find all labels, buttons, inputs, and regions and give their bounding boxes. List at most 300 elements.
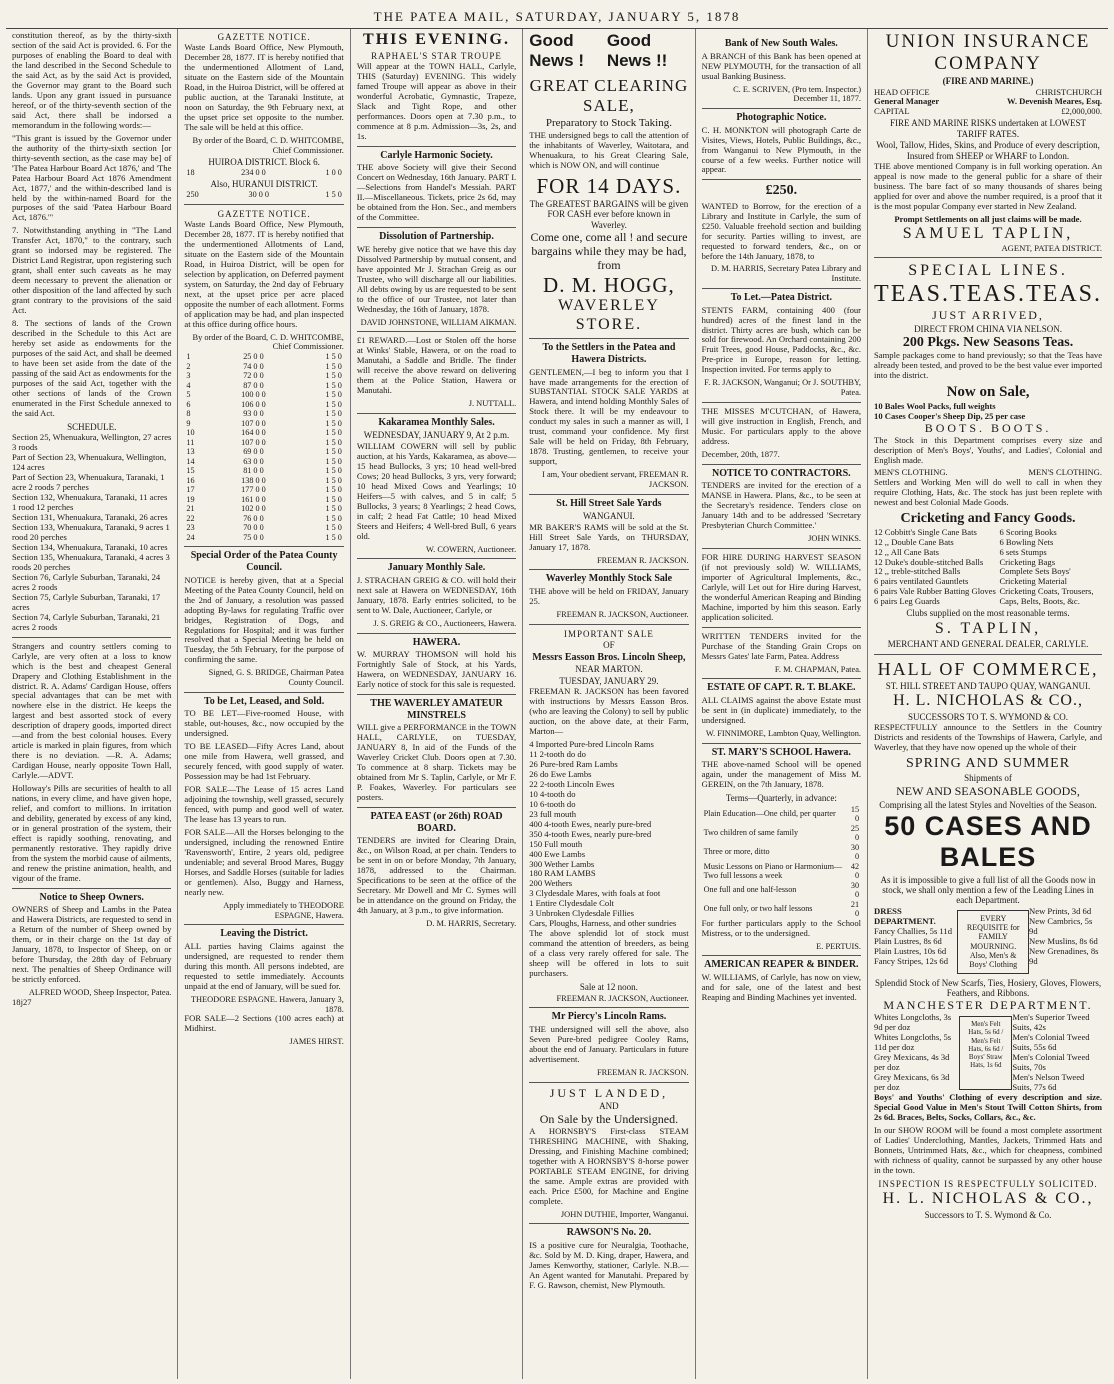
list-item: 6 pairs Leg Guards bbox=[874, 596, 940, 607]
list-item: 1 Entire Clydesdale Colt bbox=[529, 898, 614, 909]
teas-word: TEAS. bbox=[874, 281, 951, 308]
estate-body: ALL CLAIMS against the above Estate must be sent in (in duplicate) immediately, to the undersigned. bbox=[701, 694, 862, 725]
cell: 1 5 0 bbox=[325, 418, 342, 428]
cell: One full only, or two half lessons bbox=[703, 904, 813, 914]
list-item: 11 2-tooth do do bbox=[529, 748, 586, 759]
list-item: 12 Duke's double-stitched Balls bbox=[874, 556, 984, 567]
cell: 10 bbox=[186, 428, 195, 438]
gazette-notice-1-signature: By order of the Board, C. D. WHITCOMBE, Chief Commissioner. bbox=[192, 136, 344, 155]
list-item: Men's Superior Tweed Suits, 42s bbox=[1012, 1012, 1090, 1033]
capital-row bbox=[874, 107, 1102, 117]
kakaramea-signature: W. COWERN, Auctioneer. bbox=[426, 544, 517, 554]
manchester-title: MANCHESTER DEPARTMENT. bbox=[883, 998, 1093, 1013]
list-item: 6 pairs ventilated Gauntlets bbox=[874, 576, 969, 587]
list-item: 6 Scoring Books bbox=[999, 526, 1057, 537]
kakaramea-date: WEDNESDAY, JANUARY 9, At 2 p.m. bbox=[363, 430, 510, 441]
cell: 23 bbox=[186, 523, 195, 533]
table-row bbox=[184, 514, 343, 524]
photo-notice-title: Photographic Notice. bbox=[702, 108, 861, 124]
cell: 1 5 0 bbox=[325, 390, 342, 400]
cell: 81 0 0 bbox=[243, 466, 264, 476]
cell: 1 5 0 bbox=[325, 456, 342, 466]
waverley-sale-title: Waverley Monthly Stock Sale bbox=[529, 569, 688, 585]
piercy-signature: FREEMAN R. JACKSON. bbox=[596, 1067, 689, 1077]
easson-bros: Messrs Easson Bros. Lincoln Sheep, bbox=[532, 651, 686, 663]
boots-body: The Stock in this Department comprises every size and description of Men's Boys', Youths', and Ladies', Colonial and English made. bbox=[874, 434, 1103, 465]
important-sale-date: TUESDAY, JANUARY 29. bbox=[559, 675, 659, 686]
act-paragraph-3: 7. Notwithstanding anything in "The Land Transfer Act, 1870," to the contrary, such grant so indorsed may be registered. The District Land Registrar, upon registering such grant, shall enter such caveats as he may deem necessary to prevent the alienation or other disposition of the land affected by such grant contrary to the provisions of the said Act. bbox=[12, 225, 172, 316]
cell: 70 0 0 bbox=[243, 523, 264, 533]
list-item: New Cambrics, 5s 9d bbox=[1029, 915, 1093, 936]
divider bbox=[702, 402, 861, 403]
columns bbox=[6, 29, 1108, 1379]
show-room: In our SHOW ROOM will be found a most complete assortment of Ladies' Underclothing, Mantles, Jackets, Trimmed Hats and Bonnets, Untrimmed Hats, &c., which for cheapness, combined with richness of quality, cannot be surpassed by any other house in the town. bbox=[874, 1124, 1103, 1175]
table-row bbox=[184, 409, 343, 419]
just-landed-and: AND bbox=[599, 1101, 619, 1112]
sheep-dip: 10 Cases Cooper's Sheep Dip, 25 per case bbox=[874, 410, 1026, 421]
clubs-supplied: Clubs supplied on the most reasonable terms. bbox=[906, 608, 1070, 619]
special-lines: SPECIAL LINES. bbox=[908, 262, 1068, 280]
act-paragraph-2: "This grant is issued by the Governor under the authority of the thirty-sixth section [or thirty-seventh section, as the case may be] of 'The Patea Harbour Board Act 1876,' and 'The Patea Harbour Board Act 1876 Amendment Act, 1877,' and the within-described land is held by the within-named Board for the purposes of the said 'Patea Harbour Board Act, 1876.'" bbox=[12, 132, 172, 223]
sections-signature: JAMES HIRST. bbox=[289, 1037, 344, 1047]
cell: 1 5 0 bbox=[325, 428, 342, 438]
list-item: Cricketing Coats, Trousers, Caps, Belts, Boots, &c. bbox=[999, 586, 1094, 607]
schedule-title: SCHEDULE. bbox=[67, 421, 117, 432]
cell: 5 bbox=[186, 390, 191, 400]
cardigan-house-notice: Strangers and country settlers coming to Carlyle, are very often at a loss to know which is the best and cheapest General Drapery and Clothing Establishment in the district. R. A. Adams' Cardigan House, offers special advantages that can be met with nowhere else in the district. He keeps the largest and best assorted stock of every description of drapery goods, imported direct—and from the best colonial houses. Every article is marked in plain figures, from which there is no deviation. —R. A. Adams; Cardigan House, nearly opposite Town Hall, Carlyle.—ADVT. bbox=[12, 640, 172, 781]
sections-for-sale: FOR SALE—2 Sections (100 acres each) at Midhirst. bbox=[184, 1013, 344, 1034]
cricket-left-list bbox=[874, 528, 996, 608]
for-sale-horses: FOR SALE—All the Horses belonging to the undersigned, including the renowned Entire 'Ravensworth', Entire, 2 years old, pedigree undeniable; and several Brood Mares, Buggy Horses, and Saddle Horses (suitable for ladies or gentlemen). Also, Buggy and Harness, nearly new. bbox=[184, 827, 344, 897]
schedule-item: Section 76, Carlyle Suburban, Taranaki, 24 acres 2 roods bbox=[12, 571, 161, 592]
s-taplin: S. TAPLIN, bbox=[934, 619, 1042, 637]
clearing-sale-body: THE undersigned begs to call the attention of the inhabitants of Waverley, Waitotara, and Whenuakura, to his Great Clearing Sale, which is NOW ON, and will continue bbox=[529, 129, 689, 170]
cell: 69 0 0 bbox=[243, 447, 264, 457]
farm-signature: F. R. JACKSON, Wanganui; Or J. SOUTHBY, Patea. bbox=[704, 378, 862, 398]
settlers-signature: I am, Your obedient servant, FREEMAN R. JACKSON. bbox=[542, 470, 689, 489]
hall-of-commerce: HALL OF COMMERCE, bbox=[877, 658, 1099, 679]
cell: 1 5 0 bbox=[325, 475, 342, 485]
st-hill-title: St. Hill Street Sale Yards bbox=[529, 494, 688, 510]
troupe-name: RAPHAEL'S STAR TROUPE bbox=[371, 50, 502, 61]
list-item: New Grenadines, 8s 9d bbox=[1029, 945, 1099, 966]
list-item: 3 Clydesdale Mares, with foals at foot bbox=[529, 888, 661, 899]
divider bbox=[874, 654, 1102, 655]
list-item: Whites Longcloths, 3s 9d per doz bbox=[874, 1012, 952, 1033]
boots-heading: BOOTS. BOOTS. bbox=[924, 420, 1052, 435]
huranui-heading: Also, HURANUI DISTRICT. bbox=[210, 178, 318, 189]
misses-mcutchan: THE MISSES M'CUTCHAN, of Hawera, will give instruction in English, French, and Music. For particulars apply to the above address. bbox=[701, 405, 862, 446]
dress-department-block bbox=[874, 907, 1102, 977]
hogg-name: D. M. HOGG, bbox=[543, 272, 675, 297]
cell: 164 0 0 bbox=[241, 428, 266, 438]
cell: £2,000,000. bbox=[1061, 106, 1103, 117]
kakaramea-title: Kakaramea Monthly Sales. bbox=[357, 413, 516, 429]
loan-body: WANTED to Borrow, for the erection of a Library and Institute in Carlyle, the sum of £250. Valuable freehold section and building for security. Parties willing to invest, are requested to forward tenders, &c., on or before the 14th January, 1878, to bbox=[701, 200, 862, 261]
near-marton: NEAR MARTON. bbox=[575, 664, 643, 675]
act-paragraph-4: 8. The sections of lands of the Crown described in the Schedule to this Act are hereby set aside as endowments for the purposes of the said Act, and shall be deemed to have been set aside from the date of the passing of the said Act as endowments for the purposes of the said Act, together with the other sections of lands of the Crown enumerated in the First Schedule annexed to the said Act. bbox=[12, 318, 172, 418]
divider bbox=[702, 548, 861, 549]
cell: 102 0 0 bbox=[241, 504, 266, 514]
wool-packs: 10 Bales Wool Packs, full weights bbox=[874, 400, 996, 411]
seasonable-goods: NEW AND SEASONABLE GOODS, bbox=[896, 783, 1080, 798]
cell: 1 5 0 bbox=[325, 380, 342, 390]
important-sale-of: OF bbox=[603, 640, 615, 651]
table-row bbox=[184, 457, 343, 467]
cell: 1 bbox=[186, 352, 191, 362]
schedule-list bbox=[12, 433, 171, 632]
table-row bbox=[184, 390, 343, 400]
farm-body: STENTS FARM, containing 400 (four hundred) acres of the finest land in the district. Thirty acres are bush, which can be sold for firewood. An Orchard containing 200 Fruit Trees, good House, Paddocks, &c., &c. Pre-price in Europe, reason for letting. Inspection invited. For terms apply to bbox=[701, 304, 862, 375]
nicholas-body: RESPECTFULLY announce to the Settlers in the Country Districts and residents of the Townships of Hawera, Carlyle, and Waverley, that they have now opened up the whole of their bbox=[874, 722, 1103, 752]
cell: 106 0 0 bbox=[241, 399, 266, 409]
important-sale-time: Sale at 12 noon. bbox=[579, 982, 638, 993]
st-hill-place: WANGANUI. bbox=[583, 511, 635, 522]
agent-patea: AGENT, PATEA DISTRICT. bbox=[1001, 242, 1103, 253]
shipments-of: Shipments of bbox=[964, 773, 1012, 784]
this-evening-body: Will appear at the TOWN HALL, Carlyle, THIS (Saturday) EVENING. This widely famed Troupe will appear as above in their wonderful Acrobatic, Gymnastic, Trapeze, Slack and Tight Rope, and other performances. Doors open at 7.30 p.m., to commence at 8 p.m. Admission—3s, 2s, and 1s. bbox=[356, 60, 517, 141]
cell: 1 5 0 bbox=[325, 523, 342, 533]
cell: 4 bbox=[186, 380, 191, 390]
direct-from-china: DIRECT FROM CHINA VIA NELSON. bbox=[914, 323, 1062, 334]
table-row bbox=[184, 381, 343, 391]
schedule-item: Section 134, Whenuakura, Taranaki, 10 acres bbox=[12, 541, 168, 552]
photo-notice-body: C. H. MONKTON will photograph Carte de Visites, Views, Hotels, Public Buildings, &c., from Wanganui to New Plymouth, in the course of a few weeks. Further notice will appear. bbox=[701, 124, 862, 175]
cell: 74 0 0 bbox=[243, 361, 264, 371]
nicholas-co-footer: H. L. NICHOLAS & CO., bbox=[882, 1190, 1094, 1208]
table-row bbox=[184, 371, 343, 381]
list-item: Fancy Stripes, 12s 6d bbox=[874, 955, 949, 966]
mens-clothing-body: Settlers and Working Men will do well to call in when they require Clothing, Hats, &c. The stock has just been replete with newest and best Colonial Made Goods. bbox=[874, 477, 1103, 508]
wool-insured: Wool, Tallow, Hides, Skins, and Produce of every description, Insured from SHEEP or WHARF to London. bbox=[876, 140, 1100, 161]
contractors-signature: JOHN WINKS. bbox=[808, 534, 862, 544]
now-on-sale: Now on Sale, bbox=[946, 384, 1030, 401]
reward-signature: J. NUTTALL. bbox=[468, 399, 517, 409]
cell: 1 5 0 bbox=[325, 532, 342, 542]
tea-body: Sample packages come to hand previously; so that the Teas have already been tested, and proved to be the best value ever imported into the district. bbox=[874, 350, 1103, 381]
january-sale-body: J. STRACHAN GREIG & CO. will hold their next sale at Hawera on WEDNESDAY, 16th January, 1878. Early entries solicited, to be sent to W. Dale, Auctioneer, Carlyle, or bbox=[356, 574, 517, 615]
column-3 bbox=[351, 29, 523, 1379]
gazette-notice-1-title: GAZETTE NOTICE. bbox=[217, 32, 311, 42]
cell: 22 bbox=[186, 513, 195, 523]
table-row bbox=[184, 447, 343, 457]
cell: HEAD OFFICE bbox=[874, 86, 930, 97]
successors: SUCCESSORS TO T. S. WYMOND & CO. bbox=[908, 711, 1069, 722]
list-item: 400 4-tooth Ewes, nearly pure-bred bbox=[529, 818, 652, 829]
estate-title: ESTATE OF CAPT. R. T. BLAKE. bbox=[702, 678, 861, 694]
cell: Plain Education—One child, per quarter bbox=[703, 809, 836, 819]
loan-title: £250. bbox=[702, 179, 861, 199]
waverley-sale-body: THE above will be held on FRIDAY, January 25. bbox=[529, 586, 689, 606]
boys-clothing: Boys' and Youths' Clothing of every description and size. Special Good Value in Men's Stout Twill Cotton Shirts, from 2s 6d. Braces, Belts, Socks, Collars, &c., &c. bbox=[874, 1092, 1103, 1122]
important-sale-body: FREEMAN R. JACKSON has been favored with instructions by Messrs Easson Bros. (who are leaving the Colony) to sell by public auction, on the above date, at their Farm, Marton— bbox=[529, 686, 689, 736]
cell: 1 5 0 bbox=[325, 513, 342, 523]
divider bbox=[184, 204, 343, 205]
cell: MEN'S CLOTHING. bbox=[1028, 467, 1103, 478]
table-row bbox=[184, 504, 343, 514]
prompt-settlements: Prompt Settlements on all just claims will be made. bbox=[894, 214, 1082, 224]
cricket-lists bbox=[874, 528, 1102, 608]
successors-footer: Successors to T. S. Wymond & Co. bbox=[924, 1209, 1052, 1220]
schedule-item: Part of Section 23, Whenuakura, Taranaki, 1 acre 2 roods 7 perches bbox=[12, 472, 165, 493]
list-item: Whites Longcloths, 5s 11d per doz bbox=[874, 1032, 952, 1053]
masthead: THE PATEA MAIL, SATURDAY, JANUARY 5, 1878 bbox=[6, 6, 1108, 29]
allotments-table bbox=[184, 352, 343, 542]
road-board-title: PATEA EAST (or 26th) ROAD BOARD. bbox=[357, 807, 516, 834]
cell: 6 bbox=[186, 399, 191, 409]
cell: CAPITAL bbox=[874, 106, 910, 117]
cell: CHRISTCHURCH bbox=[1035, 86, 1103, 97]
list-item: 6 sets Stumps bbox=[999, 546, 1047, 557]
school-note: For further particulars apply to the School Mistress, or to the undersigned. bbox=[701, 917, 862, 938]
cell: 76 0 0 bbox=[243, 513, 264, 523]
list-item: Grey Mexicans, 4s 3d per doz bbox=[874, 1052, 950, 1073]
threshing-machine-body: A HORNSBY'S First-class STEAM THRESHING MACHINE, with Shaking, Dressing, and Finishing Machine combined; together with A HORNSBY'S 8-horse power PORTABLE STEAM ENGINE, for driving the same. Ample extras are provided with each. Price £500, for Machine and Engine complete. bbox=[529, 1125, 689, 1206]
list-item: 4 Imported Pure-bred Lincoln Rams bbox=[529, 738, 654, 749]
cell: 14 bbox=[186, 456, 195, 466]
to-lease-land: TO BE LEASED—Fifty Acres Land, about one mile from Hawera, well grassed, and securely fenced, with good supply of water. Possession may be had 1st February. bbox=[184, 741, 344, 782]
divider bbox=[702, 627, 861, 628]
come-one: Come one, come all ! and secure bargains while they may be had, from bbox=[530, 230, 688, 272]
cell: 1 5 0 bbox=[325, 371, 342, 381]
cell: 234 0 0 bbox=[241, 168, 266, 178]
hawera-title: HAWERA. bbox=[357, 633, 516, 649]
schedule-item: Section 74, Carlyle Suburban, Taranaki, 21 acres 2 roods bbox=[12, 611, 161, 632]
table-row bbox=[702, 824, 861, 843]
divider bbox=[874, 257, 1102, 258]
gazette-notice-2-title: GAZETTE NOTICE. bbox=[217, 208, 311, 219]
farm-title: To Let.—Patea District. bbox=[702, 288, 861, 304]
cell: 1 5 0 bbox=[325, 352, 342, 362]
list-item: Complete Sets Boys' Cricketing Material bbox=[999, 566, 1071, 587]
school-title: ST. MARY'S SCHOOL Hawera. bbox=[702, 743, 861, 759]
clearing-sale-subtitle: Preparatory to Stock Taking. bbox=[545, 116, 672, 129]
divider bbox=[529, 1082, 688, 1083]
divider bbox=[357, 331, 516, 332]
list-item: Men's Nelson Tweed Suits, 77s 6d bbox=[1012, 1072, 1085, 1093]
cricketing-heading: Cricketing and Fancy Goods. bbox=[900, 511, 1076, 527]
cell: 3 bbox=[186, 371, 191, 381]
act-paragraph-1: constitution thereof, as by the thirty-sixth section of the said Act is provided. 6. For the purposes of enabling the Board to deal with the land described in the Second Schedule to the said Act, as by the said Act is provided, the Governor may grant to the Board such lands. Upon any grant issued in pursuance hereof, or of the thirty-seventh section of the said Act, there shall be indorsed a memorandum in the following words:— bbox=[12, 30, 172, 130]
table-row bbox=[702, 843, 861, 862]
reaper-body: W. WILLIAMS, of Carlyle, has now on view, and for sale, one of the latest and best Reaping and Binding Machines yet invented. bbox=[701, 971, 862, 1002]
road-board-signature: D. M. HARRIS, Secretary. bbox=[426, 918, 517, 928]
cell: 1 5 0 bbox=[325, 485, 342, 495]
loan-signature: D. M. HARRIS, Secretary Patea Library and Institute. bbox=[711, 264, 862, 284]
rawson-body: IS a positive cure for Neuralgia, Toothache, &c. Sold by M. D. King, draper, Hawera, and James Kenworthy, stationer, Carlyle. N.B.—An Agent wanted for Manutahi. Prepared by F. G. Rawson, chemist, New Plymouth. bbox=[529, 1239, 689, 1290]
list-item: 6 pairs Vale Rubber Batting Gloves bbox=[874, 586, 996, 597]
manchester-right bbox=[1012, 1013, 1102, 1093]
cell: 8 bbox=[186, 409, 191, 419]
cell: 9 bbox=[186, 418, 191, 428]
fire-marine: FIRE AND MARINE RISKS undertaken at LOWEST TARIFF RATES. bbox=[890, 118, 1087, 139]
cell: 161 0 0 bbox=[241, 494, 266, 504]
dress-title: DRESS DEPARTMENT. bbox=[874, 905, 936, 926]
gazette-notice-1-body: Waste Lands Board Office, New Plymouth, December 28, 1877. IT is hereby notified that the undermentioned Allotment of Land, situate on the Eastern side of the Mountain Road, in the Huiroa District, will be offered at public auction, at the Taranaki Institute, at noon on Saturday, the 9th February next, at the upset price set opposite to the number. The sale will be held at this office. bbox=[184, 42, 344, 133]
schedule-item: Section 132, Whenuakura, Taranaki, 11 acres 1 rood 12 perches bbox=[12, 492, 168, 513]
cell: 1 5 0 bbox=[325, 399, 342, 409]
list-item: 12 Cobbitt's Single Cane Bats bbox=[874, 526, 977, 537]
school-signature: E. PERTUIS. bbox=[816, 941, 862, 951]
list-item: New Prints, 3d 6d bbox=[1029, 905, 1092, 916]
january-sale-signature: J. S. GREIG & CO., Auctioneers, Hawera. bbox=[373, 618, 517, 628]
gazette-notice-2-body: Waste Lands Board Office, New Plymouth, December 28, 1877. IT is hereby notified that the undermentioned Allotments of Land, situate on the Eastern side of the Mountain Road, in Huiroa District, will be open for selection by application, on Deferred payment system, on Saturday, the 2nd day of February next, at the upset price per acre placed opposite the number of each allotment. Forms of application may be had, and plan inspected at this office during office hours. bbox=[184, 219, 344, 329]
list-item: 12 ,, All Cane Bats bbox=[874, 546, 939, 557]
minstrels-body: WILL give a PERFORMANCE in the TOWN HALL, CARLYLE, on TUESDAY, JANUARY 8, In aid of the Funds of the Waverley Cricket Club. Doors open at 7.30. To commence at 8 sharp. Tickets may be obtained from Mr S. Taplin, Carlyle, or Mr F. P. Foakes, Waverley. For particulars see posters. bbox=[356, 722, 517, 802]
cell: 30 0 0 bbox=[248, 190, 269, 200]
table-row bbox=[184, 476, 343, 486]
holloway-notice: Holloway's Pills are securities of health to all nations, in every clime, and have given hope, relief, and comfort to millions. In irritation and debility, generated by excess of any kind, or in general prostration of the system, their effect is rapidly soothing, renovating, and permanently restorative. They rapidly drive from the system the morbid cause of ailments, and renew the pristine animation, health, and vigour of the frame. bbox=[12, 783, 172, 883]
cell: 11 bbox=[186, 437, 195, 447]
cell: 21 bbox=[186, 504, 195, 514]
kakaramea-body: WILLIAM COWERN will sell by public auction, at his Yards, Kakaramea, as above—15 head Bullocks, 3 yrs; 10 head well-bred Cows; 20 head Bullocks, 3 yrs, very forward; 10 head Mixed Cows and Yearlings; 10 Heifers—5 with calves, and 5 in calf; 5 Bullocks, 3 years; 8 Yearlings; 2 head Cows, in calf; 2 head Fat Cattle; 10 head Mixed Steers and Heifers; 4 Well-bred Bull, 6 years old. bbox=[356, 440, 517, 541]
estate-signature: W. FINNIMORE, Lambton Quay, Wellington. bbox=[705, 728, 862, 738]
divider bbox=[12, 637, 171, 638]
road-board-body: TENDERS are invited for Clearing Drain, &c., on Wilson Road, at per chain. Tenders to be sent in on or before Monday, 7th January, 1878, addressed to the Chairman. Specifications to be seen at the office of the Secretary. Mr Dowell and Mr C. Symes will be in attendance on the ground on Friday, the 4th January, at 3 p.m., to give information. bbox=[356, 835, 517, 915]
cell: 2 bbox=[186, 361, 191, 371]
cell: 1 5 0 bbox=[325, 437, 342, 447]
this-evening-title: THIS EVENING. bbox=[363, 31, 510, 48]
dissolution-signature: DAVID JOHNSTONE, WILLIAM AIKMAN. bbox=[360, 317, 517, 327]
union-insurance-title: UNION INSURANCE COMPANY bbox=[885, 31, 1091, 75]
scarfs-ties: Splendid Stock of New Scarfs, Ties, Hosiery, Gloves, Flowers, Feathers, and Ribbons. bbox=[874, 977, 1102, 998]
contractors-body: TENDERS are invited for the erection of a MANSE in Hawera. Plans, &c., to be seen at the Secretary's residence. Tenders close on January 14th and to be addressed 'Secretary Presbyterian Church Committee.' bbox=[701, 480, 862, 531]
on-sale-undersigned: On Sale by the Undersigned. bbox=[539, 1111, 679, 1126]
list-item: Cricketing Bags bbox=[999, 556, 1056, 567]
list-item: 6 Bowling Nets bbox=[999, 536, 1054, 547]
schedule-item: Part of Section 23, Whenuakura, Wellington, 124 acres bbox=[12, 452, 167, 473]
to-let-title: To be Let, Leased, and Sold. bbox=[184, 692, 343, 708]
cell: 177 0 0 bbox=[241, 485, 266, 495]
schedule-item: Section 75, Carlyle Suburban, Taranaki, 17 acres bbox=[12, 591, 161, 612]
cell: MEN'S CLOTHING. bbox=[874, 467, 948, 478]
table-row bbox=[184, 523, 343, 533]
st-hill-signature: FREEMAN R. JACKSON. bbox=[596, 555, 689, 565]
leaving-district-title: Leaving the District. bbox=[184, 924, 343, 940]
good-news-banner bbox=[529, 31, 688, 70]
ad-reference: 18j27 bbox=[12, 996, 32, 1007]
for-sale-lease: FOR SALE—The Lease of 15 acres Land adjoining the township, well grassed, securely fenced, with pump and good well of water. The lease has 13 years to run. bbox=[184, 784, 344, 825]
cell: 30 0 bbox=[850, 842, 860, 862]
leaving-district-signature: THEODORE ESPAGNE. Hawera, January 3, 1878. bbox=[190, 994, 344, 1014]
bank-title: Bank of New South Wales. bbox=[724, 38, 838, 49]
cell: 25 0 0 bbox=[243, 352, 264, 362]
waverley-sale-signature: FREEMAN R. JACKSON, Auctioneer. bbox=[556, 609, 689, 619]
piercy-body: THE undersigned will sell the above, also Seven Pure-bred pedigree Cooley Rams, about the end of January. Particulars in future advertisement. bbox=[529, 1023, 689, 1064]
list-item: Men's Colonial Tweed Suits, 55s 6d bbox=[1012, 1032, 1090, 1053]
table-row bbox=[702, 900, 861, 919]
cell: 107 0 0 bbox=[241, 418, 266, 428]
greatest-bargains: The GREATEST BARGAINS will be given FOR CASH ever before known in Waverley. bbox=[529, 198, 689, 230]
grain-tenders: WRITTEN TENDERS invited for the Purchase of the Standing Grain Crops on Messrs Gates' late Farm, Patea. Address bbox=[701, 630, 862, 661]
mourning-box: EVERY REQUISITE for FAMILY MOURNING. Also, Men's & Boys' Clothing bbox=[957, 910, 1029, 974]
list-item: 22 2-tooth Lincoln Ewes bbox=[529, 778, 615, 789]
threshing-signature: JOHN DUTHIE, Importer, Wanganui. bbox=[560, 1209, 689, 1219]
cell: W. Devenish Meares, Esq. bbox=[1007, 96, 1103, 107]
schedule-item: Section 133, Whenuakura, Taranaki, 9 acres 1 rood 20 perches bbox=[12, 521, 170, 542]
waverley-store: WAVERLEY STORE. bbox=[557, 297, 660, 333]
important-sale-title: IMPORTANT SALE bbox=[564, 628, 654, 639]
list-item: 12 ,, treble-stitched Balls bbox=[874, 566, 961, 577]
cell: One full and one half-lesson bbox=[703, 885, 797, 895]
to-let-signature: Apply immediately to THEODORE ESPAGNE, Hawera. bbox=[223, 900, 344, 920]
cell: 63 0 0 bbox=[243, 456, 264, 466]
council-order-body: NOTICE is hereby given, that at a Special Meeting of the Patea County Council, held on the 2nd of January, a resolution was passed adopting By-laws for regulating Traffic over bridges, Registration of Dogs, and Regulations for Hospital; and it was further resolved that a Special Meeting be held on Tuesday, the 5th February, for the purpose of confirming the same. bbox=[184, 574, 344, 665]
manchester-block bbox=[874, 1013, 1102, 1093]
rawson-title: RAWSON'S No. 20. bbox=[529, 1223, 688, 1239]
spring-summer: SPRING AND SUMMER bbox=[906, 755, 1071, 771]
table-row bbox=[184, 352, 343, 362]
list-item: Men's Colonial Tweed Suits, 70s bbox=[1012, 1052, 1090, 1073]
manchester-left bbox=[874, 1013, 959, 1093]
settlers-title: To the Settlers in the Patea and Hawera Districts. bbox=[529, 338, 688, 365]
table-row bbox=[184, 428, 343, 438]
st-hill-body: MR BAKER'S RAMS will be sold at the St. Hill Street Sale Yards, on THURSDAY, January 17, 1878. bbox=[529, 521, 689, 552]
cell: 25 0 bbox=[850, 823, 860, 843]
school-terms: Terms—Quarterly, in advance: bbox=[725, 793, 837, 804]
table-row bbox=[184, 533, 343, 543]
cell: 15 0 bbox=[850, 804, 860, 824]
hall-address: ST. HILL STREET AND TAUPO QUAY, WANGANUI. bbox=[885, 680, 1091, 691]
just-landed: JUST LANDED, bbox=[549, 1085, 669, 1100]
school-fees-table bbox=[702, 805, 861, 919]
cell: 30 0 bbox=[850, 880, 860, 900]
cell: 13 bbox=[186, 447, 195, 457]
cell: 87 0 0 bbox=[243, 380, 264, 390]
misses-date: December, 20th, 1877. bbox=[701, 448, 780, 459]
teas-word: TEAS. bbox=[1026, 281, 1103, 308]
cell: 1 5 0 bbox=[325, 466, 342, 476]
union-insurance-subtitle: (FIRE AND MARINE.) bbox=[942, 76, 1034, 87]
good-news-left: Good News ! bbox=[529, 31, 585, 70]
latest-styles: Comprising all the latest Styles and Novelties of the Season. bbox=[879, 799, 1097, 810]
list-item: Cars, Ploughs, Harness, and other sundries bbox=[529, 918, 677, 929]
table-row bbox=[184, 400, 343, 410]
cell: Music Lessons on Piano or Harmonium—Two full lessons a week bbox=[703, 861, 843, 881]
cell: 75 0 0 bbox=[243, 532, 264, 542]
table-row bbox=[702, 881, 861, 900]
list-item: 26 do Ewe Lambs bbox=[529, 768, 592, 779]
to-let-house: TO BE LET—Five-roomed House, with stable, out-houses, &c., now occupied by the undersigned. bbox=[184, 708, 344, 739]
list-item: 26 Pure-bred Ram Lambs bbox=[529, 758, 618, 769]
prints-list bbox=[1029, 907, 1102, 977]
cell: 19 bbox=[186, 494, 195, 504]
table-row bbox=[184, 495, 343, 505]
table-row bbox=[184, 485, 343, 495]
list-item: 180 RAM LAMBS bbox=[529, 868, 596, 879]
sheep-owners-signature: ALFRED WOOD, Sheep Inspector, Patea. bbox=[28, 988, 172, 998]
school-body: THE above-named School will be opened again, under the management of Miss M. GEREIN, on the 7th January, 1878. bbox=[701, 759, 862, 790]
reaper-title: AMERICAN REAPER & BINDER. bbox=[702, 955, 861, 971]
fifty-cases: 50 CASES AND BALES bbox=[884, 810, 1092, 873]
cell: 17 bbox=[186, 485, 195, 495]
new-season-teas: 200 Pkgs. New Seasons Teas. bbox=[902, 335, 1074, 351]
clearing-sale-title: GREAT CLEARING SALE, bbox=[529, 76, 689, 116]
list-item: 400 Ewe Lambs bbox=[529, 848, 586, 859]
leaving-district-body: ALL parties having Claims against the undersigned, are requested to render them during this month. All persons indebted, are requested to settle immediately. Accounts unpaid at the end of January, will be sued for. bbox=[184, 941, 344, 991]
cell: 1 5 0 bbox=[325, 447, 342, 457]
piercy-title: Mr Piercy's Lincoln Rams. bbox=[529, 1007, 688, 1023]
cell: 93 0 0 bbox=[243, 409, 264, 419]
samuel-taplin: SAMUEL TAPLIN, bbox=[902, 224, 1074, 242]
reward-notice: £1 REWARD.—Lost or Stolen off the horse at Winks' Stable, Hawera, or on the road to Manutahi, a Saddle and Bridle. The finder will receive the above reward on delivering them at the Police Station, Hawera or Manutahi. bbox=[356, 335, 517, 396]
column-4 bbox=[523, 29, 695, 1379]
council-order-signature: Signed, G. S. BRIDGE, Chairman Patea County Council. bbox=[208, 668, 344, 688]
table-row bbox=[184, 438, 343, 448]
list-item: 10 4-tooth do bbox=[529, 788, 576, 799]
cell: 21 0 bbox=[850, 899, 860, 919]
cell: 107 0 0 bbox=[241, 437, 266, 447]
